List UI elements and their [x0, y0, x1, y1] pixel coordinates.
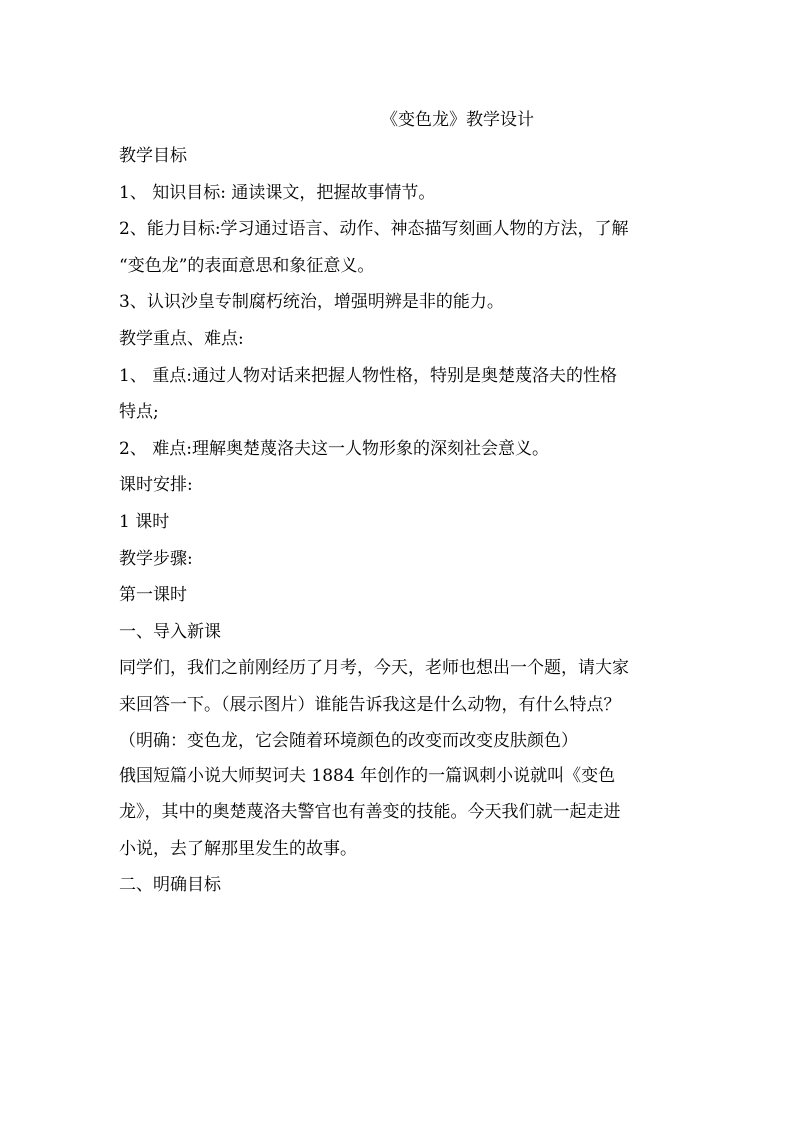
section-heading-objectives: 教学目标 [119, 146, 187, 166]
lesson-label: 第一课时 [119, 585, 187, 606]
document-body [119, 102, 679, 904]
step-heading-objectives: 二、明确目标 [119, 875, 221, 896]
schedule-value: 1 课时 [119, 511, 170, 532]
section-heading-steps: 教学步骤: [119, 548, 193, 569]
objective-item-ability-cont: “变色龙”的表面意思和象征意义。 [119, 255, 375, 276]
difficulty-item: 2、 难点:理解奥楚蔑洛夫这一人物形象的深刻社会意义。 [119, 438, 549, 459]
objective-item-knowledge: 1、 知识目标: 通读课文，把握故事情节。 [119, 182, 436, 203]
author-paragraph-line: 俄国短篇小说大师契诃夫 1884 年创作的一篇讽刺小说就叫《变色 [119, 765, 616, 786]
document-title: 《变色龙》教学设计 [381, 110, 534, 130]
section-heading-schedule: 课时安排: [119, 475, 193, 496]
objective-item-ability: 2、能力目标:学习通过语言、动作、神态描写刻画人物的方法，了解 [119, 219, 629, 240]
intro-answer-line: （明确：变色龙，它会随着环境颜色的改变而改变皮肤颜色） [119, 730, 578, 751]
section-heading-key-points: 教学重点、难点: [119, 328, 244, 349]
key-point-item: 1、 重点:通过人物对话来把握人物性格，特别是奥楚蔑洛夫的性格 [119, 365, 617, 386]
key-point-item-cont: 特点; [119, 402, 159, 423]
intro-paragraph-line: 同学们，我们之前刚经历了月考，今天，老师也想出一个题，请大家 [119, 658, 629, 679]
objective-item-values: 3、认识沙皇专制腐朽统治，增强明辨是非的能力。 [119, 292, 504, 313]
author-paragraph-line: 小说，去了解那里发生的故事。 [119, 838, 357, 859]
step-heading-intro: 一、导入新课 [119, 621, 221, 642]
intro-paragraph-line: 来回答一下。（展示图片）谁能告诉我这是什么动物，有什么特点？ [119, 694, 621, 715]
author-paragraph-line: 龙》，其中的奥楚蔑洛夫警官也有善变的技能。今天我们就一起走进 [119, 802, 621, 823]
